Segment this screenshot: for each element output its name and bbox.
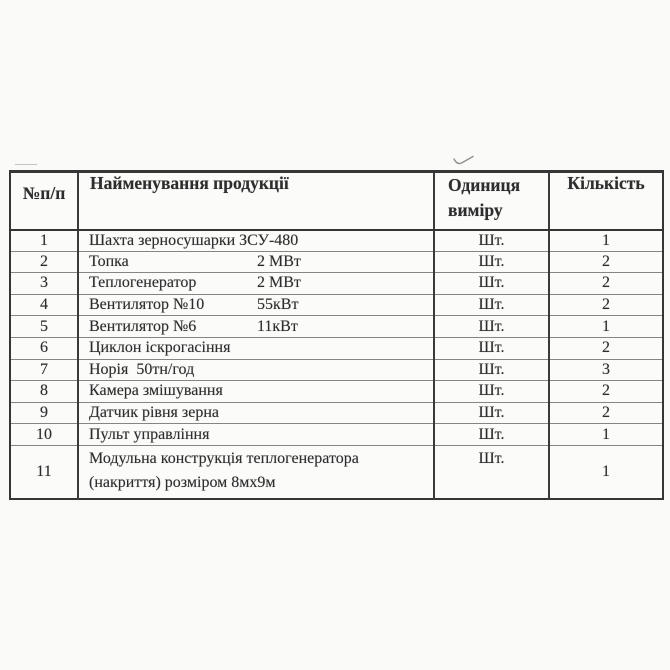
row-num: 10 <box>10 424 78 446</box>
product-spec: 55кВт <box>257 296 299 314</box>
col-header-unit-line1: Одиниця <box>448 175 521 195</box>
product-name: Модульна конструкція теплогенератора (накриття) розміром 8мх9м <box>89 449 363 491</box>
row-num: 3 <box>10 273 78 295</box>
row-unit: Шт. <box>434 251 549 273</box>
row-name <box>78 316 434 338</box>
product-name: Теплогенератор <box>89 274 197 292</box>
product-name: Норія 50тн/год <box>89 360 195 378</box>
row-name <box>78 402 434 424</box>
row-qty: 2 <box>549 251 663 273</box>
table-row <box>10 294 663 316</box>
col-header-name: Найменування продукції <box>78 172 434 230</box>
row-qty: 2 <box>549 294 663 316</box>
row-num: 7 <box>10 359 78 381</box>
product-name: Вентилятор №6 <box>89 317 197 335</box>
table-row <box>10 251 663 273</box>
product-name: Шахта зерносушарки ЗСУ-480 <box>89 231 299 249</box>
table-row <box>10 445 663 499</box>
row-unit: Шт. <box>434 294 549 316</box>
row-num: 4 <box>10 294 78 316</box>
row-num: 9 <box>10 402 78 424</box>
row-qty: 2 <box>549 381 663 403</box>
col-header-unit <box>434 172 549 230</box>
row-unit: Шт. <box>434 381 549 403</box>
table-row <box>10 424 663 446</box>
row-num: 6 <box>10 337 78 359</box>
row-unit: Шт. <box>434 316 549 338</box>
row-qty: 1 <box>549 316 663 338</box>
row-name <box>78 294 434 316</box>
row-name <box>78 230 434 252</box>
product-name: Вентилятор №10 <box>89 296 205 314</box>
col-header-num: №п/п <box>10 172 78 230</box>
table-row <box>10 316 663 338</box>
row-qty: 1 <box>549 445 663 499</box>
pen-checkmark-icon <box>453 155 475 168</box>
product-spec: 2 МВт <box>257 252 301 270</box>
product-name: Пульт управління <box>89 425 210 443</box>
row-unit: Шт. <box>434 273 549 295</box>
table-row <box>10 337 663 359</box>
row-qty: 1 <box>549 424 663 446</box>
row-qty: 2 <box>549 273 663 295</box>
table-row <box>10 402 663 424</box>
col-header-unit-line2: виміру <box>448 200 503 220</box>
row-qty: 3 <box>549 359 663 381</box>
row-name <box>78 424 434 446</box>
row-unit: Шт. <box>434 445 549 499</box>
row-unit: Шт. <box>434 230 549 252</box>
row-num: 2 <box>10 251 78 273</box>
row-num: 1 <box>10 230 78 252</box>
row-name <box>78 337 434 359</box>
row-qty: 1 <box>549 230 663 252</box>
product-spec-table <box>9 170 664 500</box>
product-name: Циклон іскрогасіння <box>89 339 231 357</box>
product-name: Камера змішування <box>89 382 223 400</box>
table-row <box>10 359 663 381</box>
row-name <box>78 381 434 403</box>
table-row <box>10 273 663 295</box>
product-name: Датчик рівня зерна <box>89 404 219 422</box>
row-name <box>78 273 434 295</box>
row-name <box>78 251 434 273</box>
row-name <box>78 359 434 381</box>
row-num: 5 <box>10 316 78 338</box>
scan-artifact-dash <box>15 164 37 165</box>
product-spec: 2 МВт <box>257 274 301 292</box>
row-qty: 2 <box>549 337 663 359</box>
table-header-row <box>10 172 663 230</box>
product-name: Топка <box>89 252 129 270</box>
row-name <box>78 445 434 499</box>
table-row <box>10 381 663 403</box>
row-unit: Шт. <box>434 424 549 446</box>
row-unit: Шт. <box>434 337 549 359</box>
row-num: 11 <box>10 445 78 499</box>
product-spec: 11кВт <box>257 317 298 335</box>
row-unit: Шт. <box>434 359 549 381</box>
row-qty: 2 <box>549 402 663 424</box>
row-num: 8 <box>10 381 78 403</box>
table-row <box>10 230 663 252</box>
col-header-qty: Кількість <box>549 172 663 230</box>
row-unit: Шт. <box>434 402 549 424</box>
